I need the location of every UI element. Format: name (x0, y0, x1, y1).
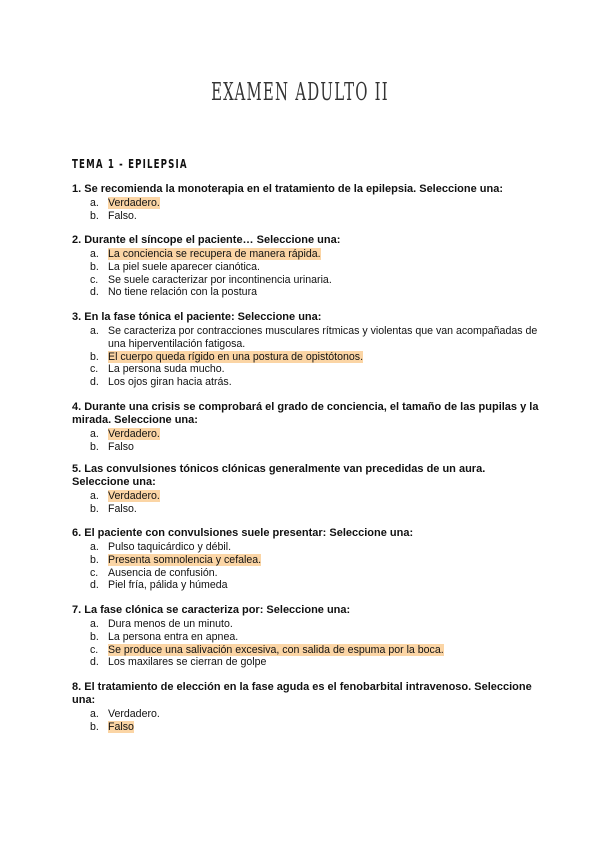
page-title: EXAMEN ADULTO II (211, 78, 389, 106)
option-6a: a. Pulso taquicárdico y débil. (90, 541, 232, 553)
option-7a: a. Dura menos de un minuto. (90, 618, 233, 630)
option-6d: d. Piel fría, pálida y húmeda (90, 579, 228, 592)
section-heading: TEMA 1 - EPILEPSIA (72, 157, 188, 171)
option-5a: a. Verdadero. (90, 490, 160, 502)
question-text: 6. El paciente con convulsiones suele presentar: Seleccione una: (72, 527, 414, 539)
option-3b: b. El cuerpo queda rígido en una postura de opistótonos. (90, 350, 364, 363)
option-7b: b. La persona entra en apnea. (90, 630, 239, 643)
option-2b: b. La piel suele aparecer cianótica. (90, 260, 260, 273)
question-text: 7. La fase clónica se caracteriza por: Seleccione una: (72, 604, 351, 616)
option-4b: b. Falso (90, 440, 134, 453)
option-1b: b. Falso. (90, 209, 137, 222)
option-3c: c. La persona suda mucho. (90, 363, 225, 376)
question-text: 4. Durante una crisis se comprobará el grado de conciencia, el tamaño de las pupilas y la mirada. Seleccione una: (72, 401, 539, 426)
question-5 (72, 463, 542, 516)
option-3d: d. Los ojos giran hacia atrás. (90, 376, 232, 389)
option-4a: a. Verdadero. (90, 428, 160, 440)
option-2a: a. La conciencia se recupera de manera rápida. (90, 248, 321, 260)
question-text: 5. Las convulsiones tónicos clónicas generalmente van precedidas de un aura. Seleccione una: (72, 463, 486, 488)
option-2c: c. Se suele caracterizar por incontinencia urinaria. (90, 273, 332, 286)
question-8 (72, 681, 542, 734)
option-7d: d. Los maxilares se cierran de golpe (90, 656, 267, 669)
question-3 (72, 311, 542, 389)
option-8a: a. Verdadero. (90, 708, 160, 720)
question-4 (72, 401, 542, 454)
option-7c: c. Se produce una salivación excesiva, con salida de espuma por la boca. (90, 643, 444, 656)
question-text: 3. En la fase tónica el paciente: Seleccione una: (72, 311, 322, 323)
question-text: 8. El tratamiento de elección en la fase aguda es el fenobarbital intravenoso. Seleccione una: (72, 681, 532, 706)
question-1 (72, 183, 542, 223)
option-1a: a. Verdadero. (90, 197, 160, 209)
question-7 (72, 604, 542, 669)
option-6b: b. Presenta somnolencia y cefalea. (90, 553, 262, 566)
option-6c: c. Ausencia de confusión. (90, 566, 218, 579)
question-6 (72, 527, 542, 592)
option-8b: b. Falso (90, 720, 134, 733)
option-3a: a. Se caracteriza por contracciones musculares rítmicas y violentas que van acompañadas de una hiperventilación fatigosa. (90, 325, 538, 350)
option-5b: b. Falso. (90, 502, 137, 515)
question-text: 1. Se recomienda la monoterapia en el tratamiento de la epilepsia. Seleccione una: (72, 183, 503, 195)
option-2d: d. No tiene relación con la postura (90, 286, 257, 299)
question-2 (72, 234, 542, 299)
question-text: 2. Durante el síncope el paciente… Seleccione una: (72, 234, 341, 246)
